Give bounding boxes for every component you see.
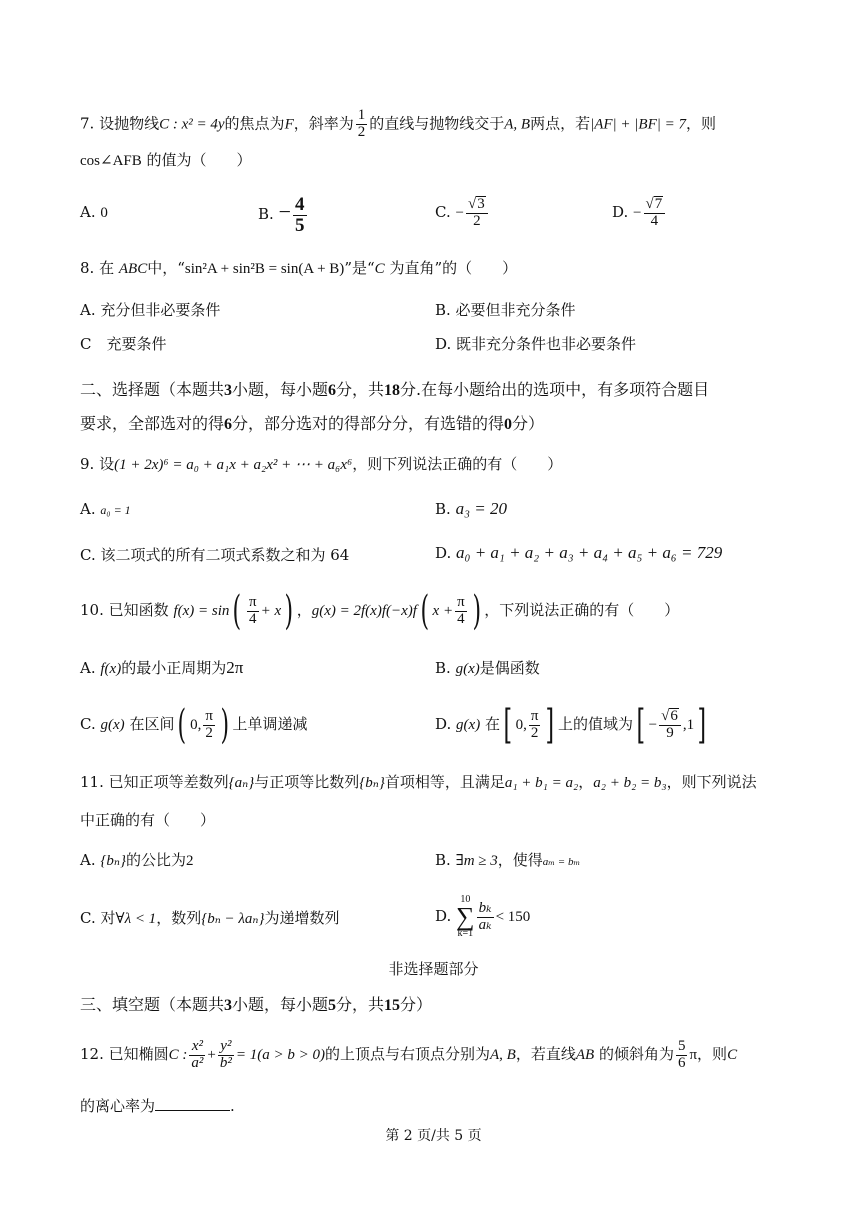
q11-stem: 11. 已知正项等差数列{aₙ}与正项等比数列{bₙ}首项相等，且满足a₁ + b₁ = a₂，a₂ + b₂ = b₃，则下列说法 (80, 773, 757, 791)
q10-option-d: D. g(x) 在[ 0, $\frac{\pi}{2}$ ] 上的值域为[ − $\frac{√6}{9}$ ,1] (435, 702, 707, 748)
q10-stem: 10. 已知函数 f(x) = sin( $\frac{\pi}{4}$ + x) ，g(x) = 2f(x)f(−x)f( x + $\frac{\pi}{4}$ ) ，下列说法正确的有（ ） (80, 588, 680, 634)
q7-number: 7. (80, 114, 95, 133)
nonchoice-title: 非选择题部分 (388, 960, 479, 978)
q11-option-b: B. ∃m ≥ 3，使得aₘ = bₘ (435, 851, 581, 869)
section3-heading: 三、填空题（本题共3小题，每小题5分，共15分） (80, 995, 433, 1014)
q10-option-b: B. g(x)是偶函数 (435, 659, 540, 677)
q8-option-c: C 充要条件 (80, 335, 167, 353)
q12-stem-line2: 的离心率为 . (80, 1097, 235, 1115)
q11-option-a: A. {bₙ}的公比为2 (80, 851, 194, 869)
q9-option-d: D. a₀ + a₁ + a₂ + a₃ + a₄ + a₅ + a₆ = 729 (435, 543, 723, 562)
q8-stem: 8. 在 ABC中，“sin²A + sin²B = sin(A + B)”是“C 为直角”的（ ） (80, 259, 518, 277)
page-footer: 第 2 页/共 5 页 (385, 1128, 482, 1144)
q7-stem: 7. 设抛物线C : x² = 4y的焦点为F，斜率为 $\frac{1}{2}$ 的直线与抛物线交于A, B两点，若|AF| + |BF| = 7，则 (80, 107, 717, 140)
q9-option-a: A. a₀ = 1 (80, 500, 131, 518)
q10-option-c: C. g(x) 在区间( 0, $\frac{\pi}{2}$ ) 上单调递减 (80, 702, 308, 748)
q9-stem: 9. 设(1 + 2x)⁶ = a₀ + a₁x + a₂x² + ⋯ + a₆x⁶，则下列说法正确的有（ ） (80, 455, 563, 473)
summation-symbol: 10 ∑ k=1 (456, 894, 475, 939)
q12-number: 12. (80, 1045, 104, 1063)
q11-stem-line2: 中正确的有（ ） (80, 811, 216, 829)
section2-heading-line2: 要求，全部选对的得6分，部分选对的得部分分，有选错的得0分） (80, 414, 545, 433)
q7-option-d: D. − $\frac{√7}{4}$ (612, 188, 667, 237)
q11-number: 11. (80, 773, 104, 791)
q9-option-b: B. a₃ = 20 (435, 499, 507, 518)
q9-option-c: C. 该二项式的所有二项式系数之和为 64 (80, 546, 350, 564)
q10-option-a: A. f(x)的最小正周期为2π (80, 658, 244, 677)
q8-number: 8. (80, 259, 95, 277)
q9-number: 9. (80, 455, 95, 473)
section2-heading: 二、选择题（本题共3小题，每小题6分，共18分.在每小题给出的选项中，有多项符合题目 (80, 380, 710, 399)
q11-option-c: C. 对∀λ < 1，数列{bₙ − λaₙ}为递增数列 (80, 909, 340, 927)
q8-option-d: D. 既非充分条件也非必要条件 (435, 335, 637, 353)
q7-option-a: A. 0 (80, 203, 108, 221)
q10-number: 10. (80, 601, 104, 619)
q7-stem-line2: cos∠AFB 的值为（ ） (80, 151, 252, 169)
q11-option-d: D. 10 ∑ k=1 $\frac{\text{bₖ}}{\text{aₖ}}$ < 150 (435, 894, 531, 939)
answer-blank[interactable] (155, 1096, 230, 1111)
q12-stem: 12. 已知椭圆C : $\frac{\text{x²}}{\text{a²}}$ + $\frac{\text{y²}}{\text{b²}}$ = 1(a > b > 0)的上顶点与右顶点分别为A, B，若直线AB 的倾斜角为 $\frac{5}{6}$ π，则C (80, 1037, 738, 1071)
q7-option-b: B. − $\frac{4}{5}$ (258, 193, 305, 236)
q7-slope: $\frac{1}{2}$ (357, 107, 366, 140)
q8-option-a: A. 充分但非必要条件 (80, 301, 221, 319)
q8-option-b: B. 必要但非充分条件 (435, 301, 576, 319)
q7-option-c: C. − $\frac{√3}{2}$ (435, 188, 490, 237)
